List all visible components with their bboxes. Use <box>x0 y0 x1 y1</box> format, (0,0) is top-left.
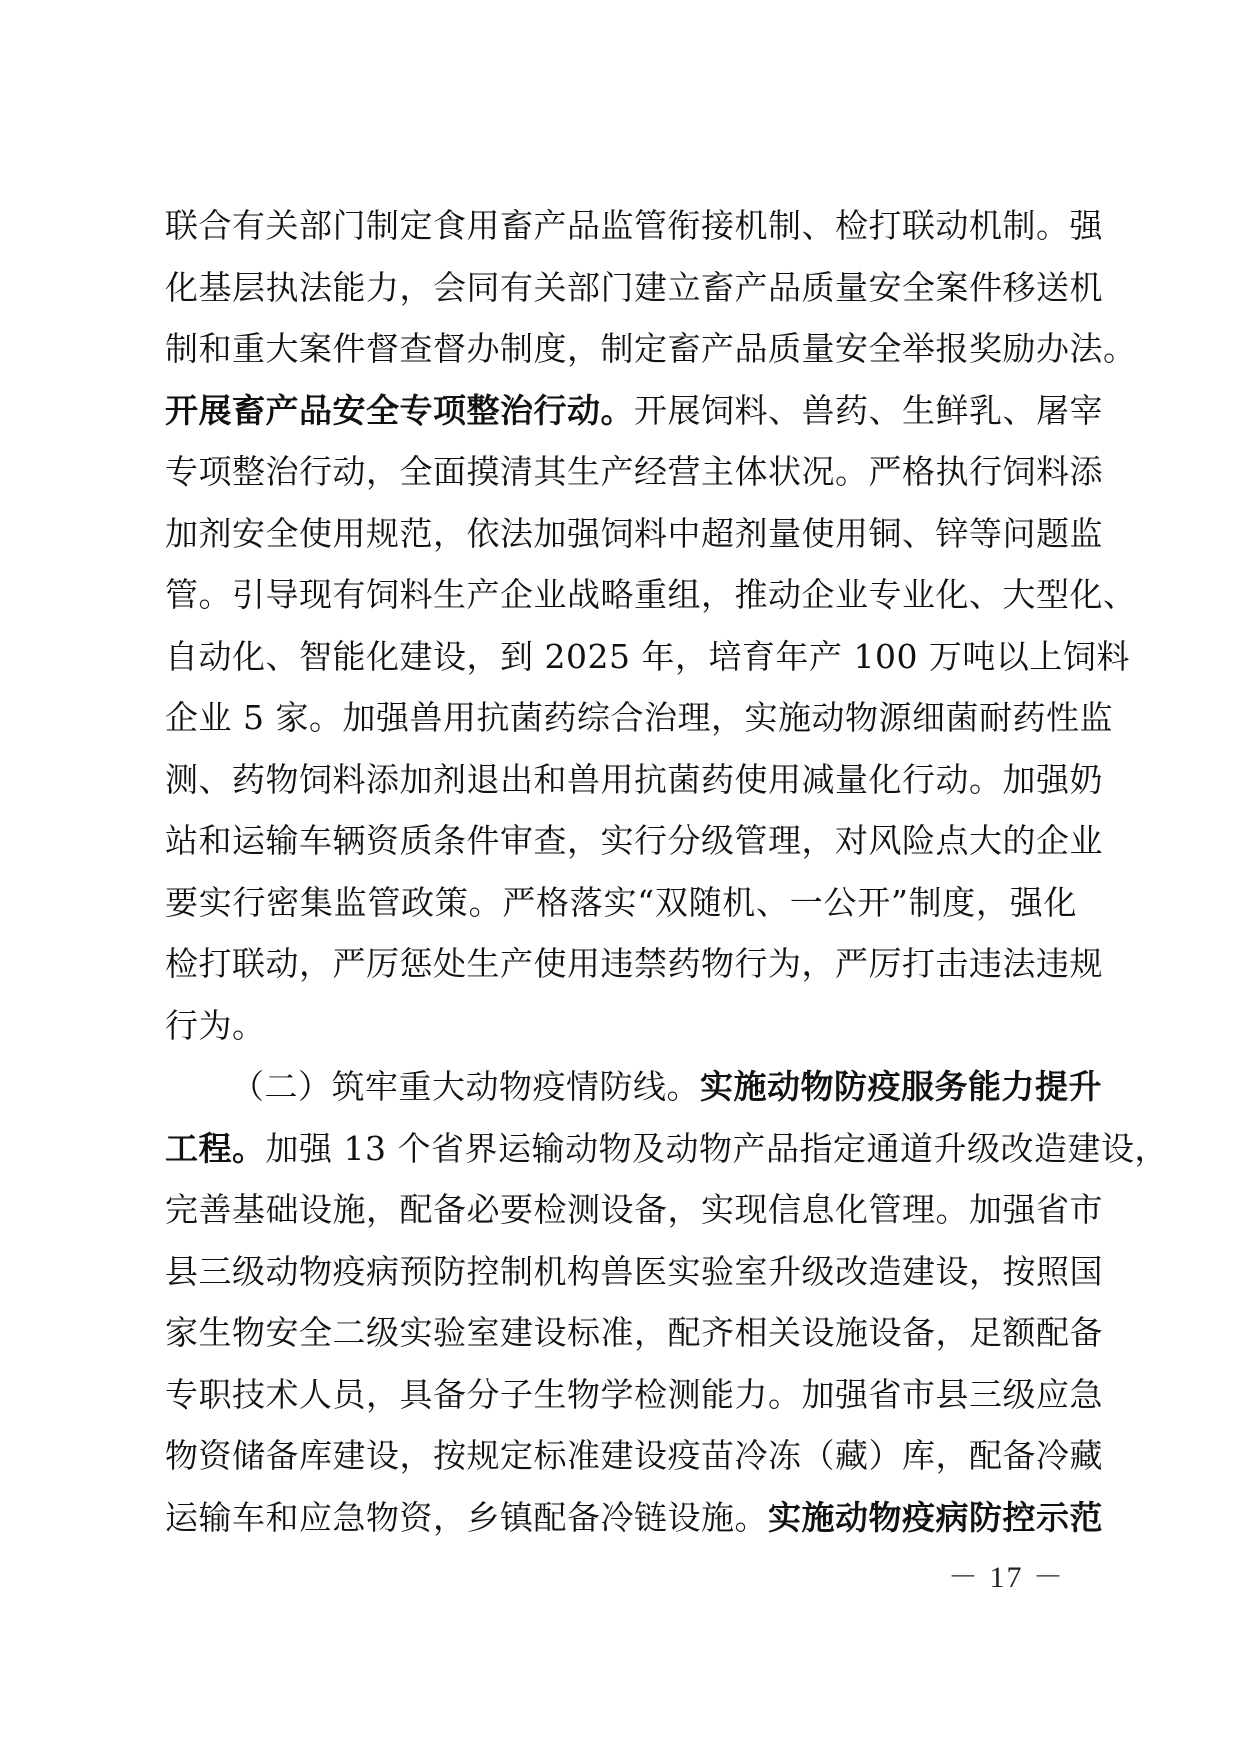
body-text-segment: 联合有关部门制定食用畜产品监管衔接机制、检打联动机制。强 <box>165 206 1103 245</box>
body-text-segment: 行为。 <box>165 1005 266 1045</box>
text-line <box>165 441 1103 503</box>
body-text-segment: 管。引导现有饲料生产企业战略重组，推动企业专业化、大型化、 <box>165 575 1137 614</box>
text-line <box>165 749 1103 811</box>
text-line <box>165 1425 1103 1487</box>
text-line <box>165 380 1103 442</box>
text-line <box>165 810 1103 872</box>
text-line <box>165 503 1103 565</box>
text-line <box>165 1241 1103 1303</box>
body-text-segment: 开展饲料、兽药、生鲜乳、屠宰 <box>634 390 1103 430</box>
body-text-segment: 运输车和应急物资，乡镇配备冷链设施。 <box>165 1497 768 1537</box>
body-text-segment: 制和重大案件督查督办制度，制定畜产品质量安全举报奖励办法。 <box>165 329 1137 368</box>
body-text-segment: 完善基础设施，配备必要检测设备，实现信息化管理。加强省市 <box>165 1190 1103 1229</box>
text-line <box>165 1118 1168 1180</box>
text-line <box>165 687 1113 749</box>
text-line <box>165 564 1137 626</box>
body-text-segment: 县三级动物疫病预防控制机构兽医实验室升级改造建设，按照国 <box>165 1251 1103 1291</box>
text-line <box>165 1364 1103 1426</box>
body-text-segment: 加强 13 个省界运输动物及动物产品指定通道升级改造建设， <box>265 1128 1168 1168</box>
text-line <box>165 318 1137 380</box>
body-text-segment: 家生物安全二级实验室建设标准，配齐相关设施设备，足额配备 <box>165 1313 1103 1352</box>
text-line <box>165 1487 1103 1549</box>
body-text-segment: 专职技术人员，具备分子生物学检测能力。加强省市县三级应急 <box>165 1374 1103 1414</box>
bold-heading-text: 工程。 <box>165 1128 266 1168</box>
body-text-segment: （二）筑牢重大动物疫情防线。 <box>231 1067 700 1106</box>
text-line <box>165 626 1130 688</box>
text-line <box>165 1056 1102 1118</box>
body-text-segment: 要实行密集监管政策。严格落实“双随机、一公开”制度，强化 <box>165 882 1077 922</box>
bold-heading-text: 实施动物疫病防控示范 <box>768 1497 1103 1537</box>
text-line <box>165 872 1077 934</box>
text-line <box>165 1179 1103 1241</box>
body-text-segment: 物资储备库建设，按规定标准建设疫苗冷冻（藏）库，配备冷藏 <box>165 1436 1103 1475</box>
body-text-segment: 专项整治行动，全面摸清其生产经营主体状况。严格执行饲料添 <box>165 452 1103 491</box>
text-line <box>165 257 1103 319</box>
bold-heading-text: 实施动物防疫服务能力提升 <box>700 1067 1102 1106</box>
bold-heading-text: 开展畜产品安全专项整治行动。 <box>165 390 634 430</box>
text-line <box>165 1302 1103 1364</box>
body-text-segment: 企业 5 家。加强兽用抗菌药综合治理，实施动物源细菌耐药性监 <box>165 698 1113 737</box>
body-text <box>165 195 1168 1548</box>
body-text-segment: 站和运输车辆资质条件审查，实行分级管理，对风险点大的企业 <box>165 821 1103 860</box>
body-text-segment: 测、药物饲料添加剂退出和兽用抗菌药使用减量化行动。加强奶 <box>165 759 1103 799</box>
body-text-segment: 自动化、智能化建设，到 2025 年，培育年产 100 万吨以上饲料 <box>165 636 1130 676</box>
text-line <box>165 933 1103 995</box>
body-text-segment: 化基层执法能力，会同有关部门建立畜产品质量安全案件移送机 <box>165 267 1103 307</box>
text-line <box>165 995 1077 1057</box>
text-line <box>165 195 1103 257</box>
page-number: － 17 － <box>948 1561 1065 1594</box>
body-text-segment: 检打联动，严厉惩处生产使用违禁药物行为，严厉打击违法违规 <box>165 944 1103 983</box>
body-text-segment: 加剂安全使用规范，依法加强饲料中超剂量使用铜、锌等问题监 <box>165 513 1103 553</box>
